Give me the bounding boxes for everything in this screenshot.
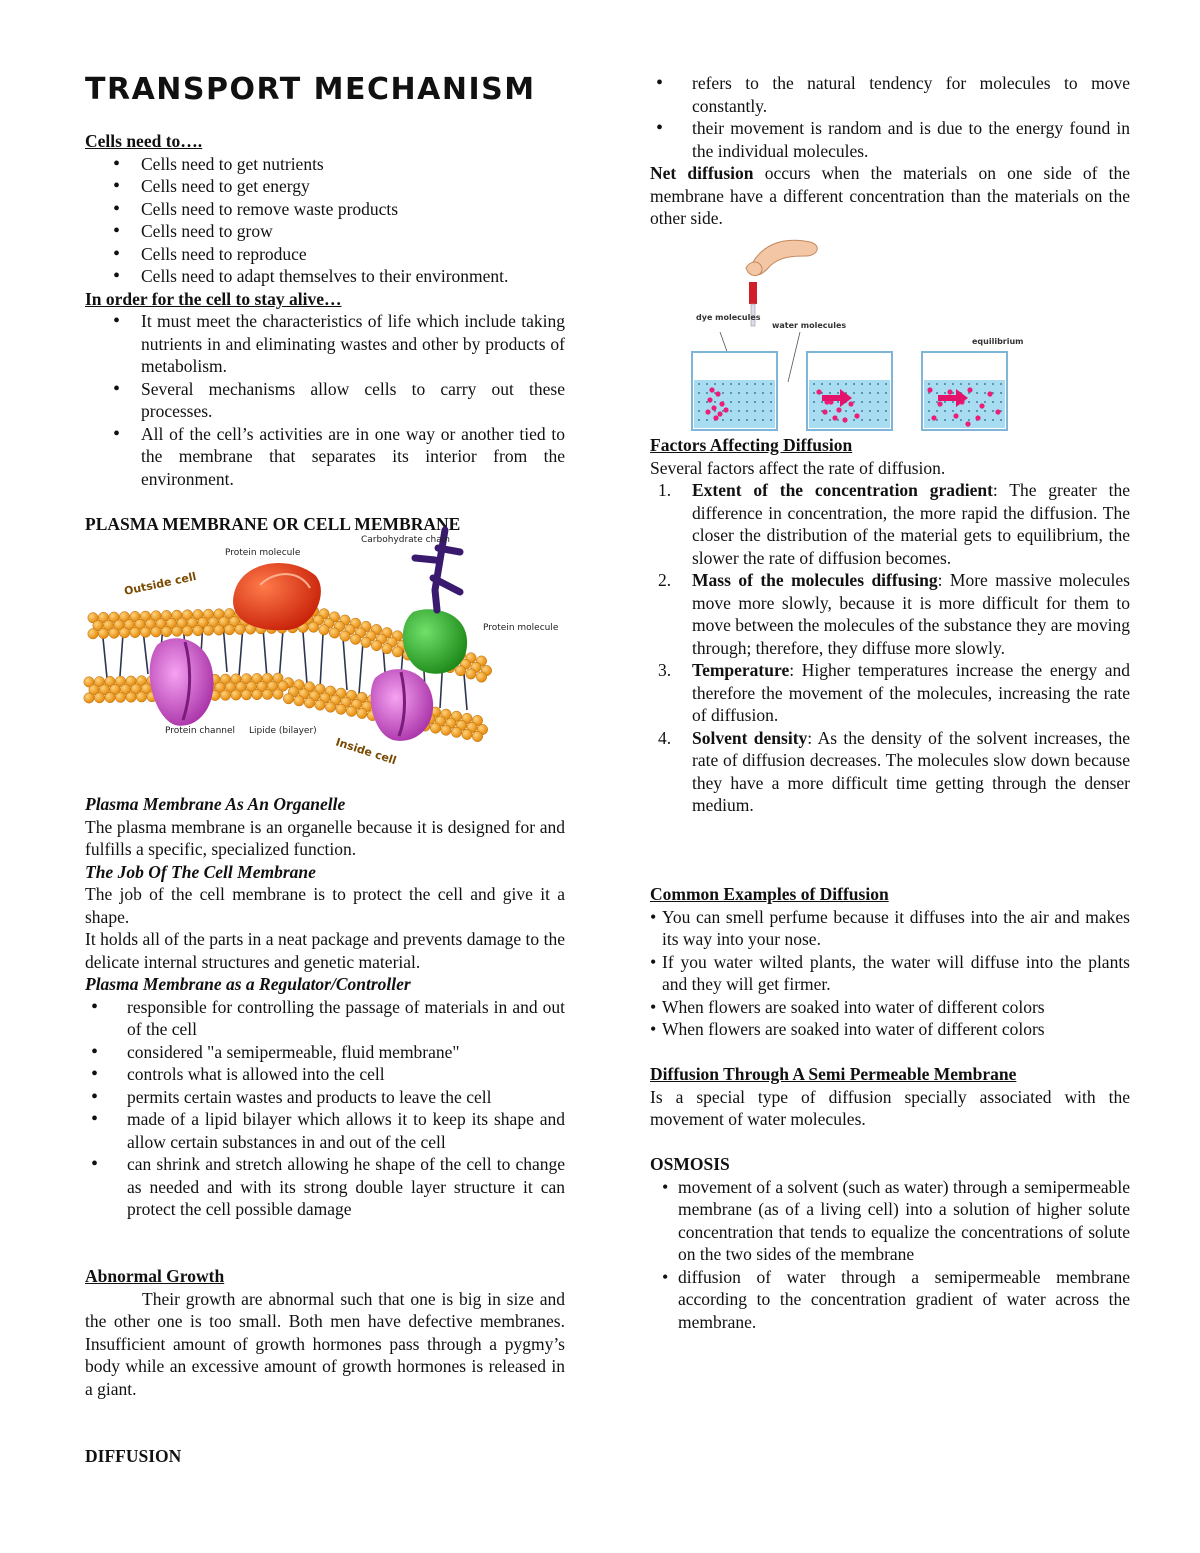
- factors-heading: Factors Affecting Diffusion: [650, 435, 853, 455]
- list-item: [650, 479, 1130, 569]
- factor-text: : Higher temperatures increase the energy and therefore the movement of the molecules, increasing the rate of diffusion.: [692, 660, 1130, 725]
- regulator-list: [85, 996, 565, 1221]
- label-carbohydrate-chain: Carbohydrate chain: [361, 535, 450, 545]
- examples-list: [650, 906, 1130, 1041]
- list-item: • Cells need to get nutrients: [85, 153, 565, 176]
- list-item: • refers to the natural tendency for molecules to move constantly.: [650, 72, 1130, 117]
- list-item: • controls what is allowed into the cell: [85, 1063, 565, 1086]
- examples-section: [650, 883, 1130, 1041]
- factors-list: [650, 479, 1130, 817]
- factor-term: Extent of the concentration gradient: [692, 480, 993, 500]
- net-diffusion-paragraph: [650, 162, 1130, 230]
- protein-channel-left: [150, 638, 214, 726]
- list-item: • can shrink and stretch allowing he shape of the cell to change as needed and with its strong double layer structure it can protect the cell possible damage: [85, 1153, 565, 1221]
- net-diffusion-term: Net diffusion: [650, 163, 754, 183]
- label-equilibrium: equilibrium: [972, 337, 1024, 346]
- list-item: • Cells need to grow: [85, 220, 565, 243]
- diffusion-section: [650, 72, 1130, 230]
- label-outside-cell: Outside cell: [122, 569, 198, 598]
- label-protein-channel: Protein channel: [165, 726, 236, 736]
- list-item: • Cells need to reproduce: [85, 243, 565, 266]
- organelle-text: The plasma membrane is an organelle because it is designed for and fulfills a specific, specialized function.: [85, 816, 565, 859]
- organelle-heading: Plasma Membrane As An Organelle: [85, 794, 346, 814]
- label-protein-molecule-right: Protein molecule: [483, 623, 559, 633]
- list-number: 2.: [658, 570, 672, 590]
- osmosis-heading: OSMOSIS: [650, 1154, 730, 1174]
- list-number: 1.: [658, 480, 672, 500]
- cells-need-heading: Cells need to….: [85, 131, 203, 151]
- label-protein-molecule-top: Protein molecule: [225, 548, 301, 558]
- cells-need-section: [85, 130, 565, 490]
- abnormal-growth-text: Their growth are abnormal such that one is big in size and the other one is too small. Both men have defective membranes. Insufficient amount of growth hormones pass through a pygmy’s body while an excessive amount of growth hormones is released in a giant.: [85, 1288, 565, 1399]
- list-item: • diffusion of water through a semipermeable membrane according to the concentration gradient of water across the membrane.: [650, 1266, 1130, 1334]
- examples-heading: Common Examples of Diffusion: [650, 884, 889, 904]
- abnormal-growth-heading: Abnormal Growth: [85, 1266, 225, 1286]
- list-item: • Cells need to adapt themselves to their environment.: [85, 265, 565, 288]
- list-item: • When flowers are soaked into water of different colors: [650, 1018, 1130, 1041]
- list-item: • If you water wilted plants, the water will diffuse into the plants and they will get firmer.: [650, 951, 1130, 996]
- list-item: • made of a lipid bilayer which allows it to keep its shape and allow certain substances in and out of the cell: [85, 1108, 565, 1153]
- job-text-2: It holds all of the parts in a neat package and prevents damage to the delicate internal structures and genetic material.: [85, 929, 565, 972]
- diffusion-diagram: [690, 232, 1060, 432]
- list-item: • responsible for controlling the passage of materials in and out of the cell: [85, 996, 565, 1041]
- list-number: 3.: [658, 660, 672, 680]
- factors-intro: Several factors affect the rate of diffusion.: [650, 457, 946, 478]
- factor-text: : More massive molecules move more slowly, because it is more difficult for them to move between the molecules of the substance they are moving through; therefore, they diffuse more slowly.: [692, 570, 1130, 658]
- list-item: • Cells need to get energy: [85, 175, 565, 198]
- beakers: [692, 352, 1007, 430]
- list-item: • considered "a semipermeable, fluid membrane": [85, 1041, 565, 1064]
- semi-permeable-heading: Diffusion Through A Semi Permeable Membrane: [650, 1064, 1017, 1084]
- list-item: • Cells need to remove waste products: [85, 198, 565, 221]
- stay-alive-list: [85, 310, 565, 490]
- job-text-1: The job of the cell membrane is to protect the cell and give it a shape.: [85, 884, 565, 927]
- label-water-molecules: water molecules: [772, 321, 847, 330]
- green-protein-molecule: [403, 609, 467, 674]
- list-item: • You can smell perfume because it diffuses into the air and makes its way into your nose.: [650, 906, 1130, 951]
- list-item: • Several mechanisms allow cells to carry out these processes.: [85, 378, 565, 423]
- osmosis-section: [650, 1153, 1130, 1333]
- list-item: • It must meet the characteristics of life which include taking nutrients in and eliminating wastes and other by products of metabolism.: [85, 310, 565, 378]
- factor-term: Solvent density: [692, 727, 808, 748]
- stay-alive-heading: In order for the cell to stay alive…: [85, 288, 342, 309]
- diffusion-heading: DIFFUSION: [85, 1446, 182, 1466]
- abnormal-growth-section: [85, 1265, 565, 1400]
- membrane-details: [85, 793, 565, 1221]
- list-item: • their movement is random and is due to the energy found in the individual molecules.: [650, 117, 1130, 162]
- semi-permeable-section: [650, 1063, 1130, 1131]
- diffusion-list: [650, 72, 1130, 162]
- list-item: • When flowers are soaked into water of different colors: [650, 996, 1130, 1019]
- label-inside-cell: Inside cell: [334, 735, 398, 768]
- label-dye: dye molecules: [696, 313, 761, 322]
- osmosis-list: [650, 1176, 1130, 1334]
- factor-term: Mass of the molecules diffusing: [692, 570, 938, 590]
- factor-text: : As the density of the solvent increases, the rate of diffusion decreases. The molecules slow down because they have a more difficult time getting through the denser medium.: [692, 727, 1131, 815]
- page-title: TRANSPORT MECHANISM: [85, 72, 536, 107]
- job-heading: The Job Of The Cell Membrane: [85, 861, 316, 882]
- label-lipid-bilayer: Lipide (bilayer): [249, 726, 317, 736]
- list-item: [650, 569, 1130, 659]
- factors-section: [650, 434, 1130, 817]
- regulator-heading: Plasma Membrane as a Regulator/Controller: [85, 974, 411, 994]
- list-item: • All of the cell’s activities are in one way or another tied to the membrane that separates its interior from the environment.: [85, 423, 565, 491]
- red-protein-molecule: [233, 563, 321, 630]
- factor-text: : The greater the difference in concentration, the more rapid the diffusion. The closer the distribution of the material gets to equilibrium, the slower the rate of diffusion becomes.: [692, 480, 1130, 568]
- semi-permeable-text: Is a special type of diffusion specially associated with the movement of water molecules.: [650, 1086, 1130, 1129]
- plasma-membrane-diagram: [85, 530, 559, 775]
- list-number: 4.: [658, 727, 672, 748]
- list-item: [650, 659, 1130, 727]
- list-item: • movement of a solvent (such as water) through a semipermeable membrane (as of a living cell) into a solution of higher solute concentration that tends to equalize the concentrations of solute on the two sides of the membrane: [650, 1176, 1130, 1266]
- cells-need-list: [85, 153, 565, 288]
- plasma-membrane-heading: PLASMA MEMBRANE OR CELL MEMBRANE: [85, 514, 461, 534]
- factor-term: Temperature: [692, 660, 790, 680]
- net-diffusion-text: occurs when the materials on one side of the membrane have a different concentration than the materials on the other side.: [650, 163, 1131, 228]
- list-item: [650, 727, 1130, 817]
- list-item: • permits certain wastes and products to leave the cell: [85, 1086, 565, 1109]
